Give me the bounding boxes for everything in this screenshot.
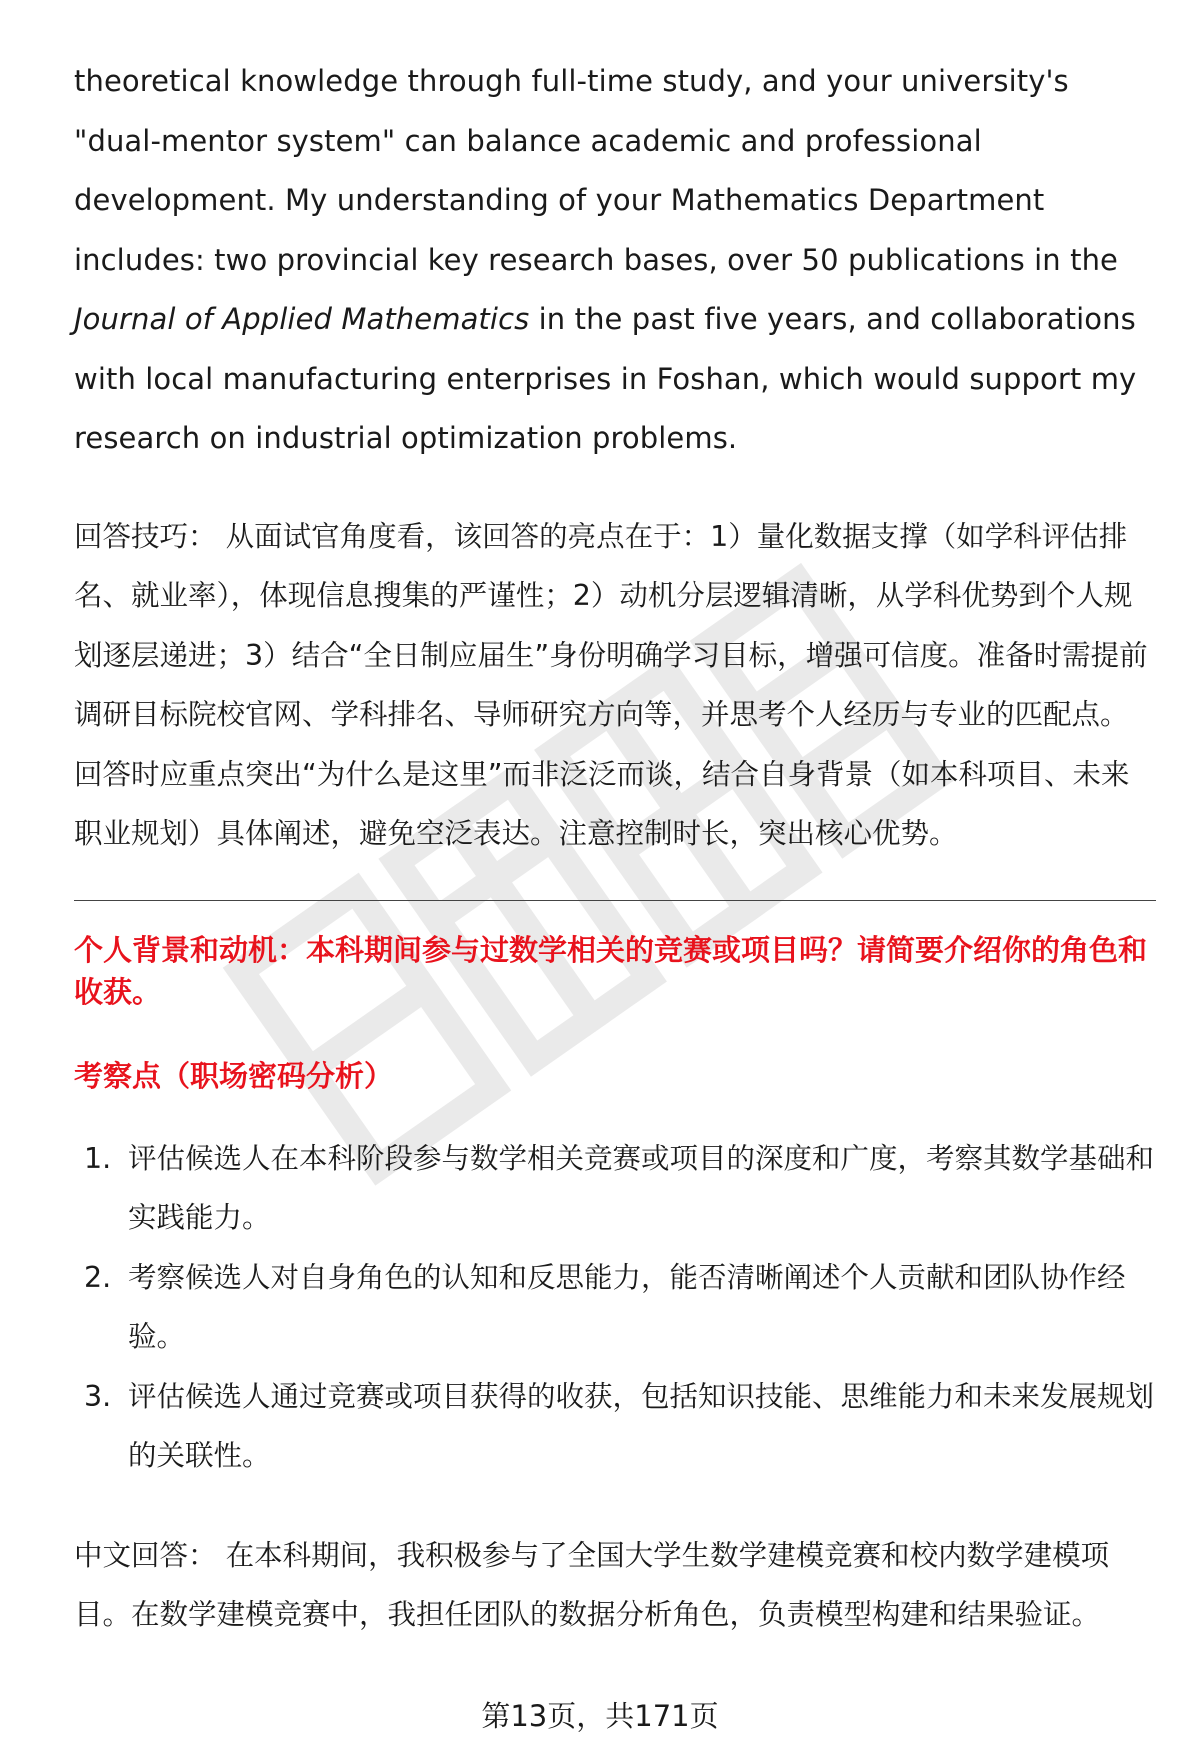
spacer xyxy=(74,1486,1154,1526)
spacer xyxy=(74,901,1154,929)
page-footer: 第13页，共171页 xyxy=(481,1699,719,1733)
english-paragraph xyxy=(74,52,1154,469)
list-item xyxy=(74,1129,1154,1248)
tips-label: 回答技巧： xyxy=(74,519,217,553)
analysis-heading: 考察点（职场密码分析） xyxy=(74,1058,394,1093)
analysis-points-list xyxy=(74,1129,1154,1486)
list-item xyxy=(74,1367,1154,1486)
chinese-answer-paragraph xyxy=(74,1526,1154,1645)
list-item-number: 2. xyxy=(84,1260,112,1294)
spacer xyxy=(74,864,1154,900)
spacer xyxy=(74,1097,1154,1129)
tips-text: 从面试官角度看，该回答的亮点在于：1）量化数据支撑（如学科评估排名、就业率），体现信息搜集的严谨性；2）动机分层逻辑清晰，从学科优势到个人规划逐层递进；3）结合“全日制应届生”身份明确学习目标，增强可信度。准备时需提前调研目标院校官网、学科排名、导师研究方向等，并思考个人经历与专业的匹配点。回答时应重点突出“为什么是这里”而非泛泛而谈，结合自身背景（如本科项目、未来职业规划）具体阐述，避免空泛表达。注意控制时长，突出核心优势。 xyxy=(74,519,1148,850)
spacer xyxy=(74,1013,1154,1055)
english-text-part-2: in the past five years, and collaborations with local manufacturing enterprises in Foshan, which would support my research on industrial optimization problems. xyxy=(74,302,1137,455)
list-item xyxy=(74,1248,1154,1367)
spacer xyxy=(74,469,1154,507)
tips-paragraph xyxy=(74,507,1154,864)
list-item-text: 评估候选人在本科阶段参与数学相关竞赛或项目的深度和广度，考察其数学基础和实践能力。 xyxy=(128,1141,1155,1234)
question-heading: 个人背景和动机：本科期间参与过数学相关的竞赛或项目吗？请简要介绍你的角色和收获。 xyxy=(74,932,1148,1009)
list-item-text: 评估候选人通过竞赛或项目获得的收获，包括知识技能、思维能力和未来发展规划的关联性。 xyxy=(128,1379,1155,1472)
list-item-number: 3. xyxy=(84,1379,112,1413)
english-text-part-1: theoretical knowledge through full-time study, and your university's "dual-mentor system" can balance academic and professional development. My understanding of your Mathematics Department includes: two provincial key research bases, over 50 publications in the xyxy=(74,64,1118,277)
list-item-number: 1. xyxy=(84,1141,112,1175)
chinese-answer-label: 中文回答： xyxy=(74,1538,217,1572)
document-page xyxy=(74,52,1154,1645)
list-item-text: 考察候选人对自身角色的认知和反思能力，能否清晰阐述个人贡献和团队协作经验。 xyxy=(128,1260,1126,1353)
journal-title: Journal of Applied Mathematics xyxy=(74,302,530,336)
chinese-answer-text: 在本科期间，我积极参与了全国大学生数学建模竞赛和校内数学建模项目。在数学建模竞赛中，我担任团队的数据分析角色，负责模型构建和结果验证。 xyxy=(74,1538,1110,1631)
